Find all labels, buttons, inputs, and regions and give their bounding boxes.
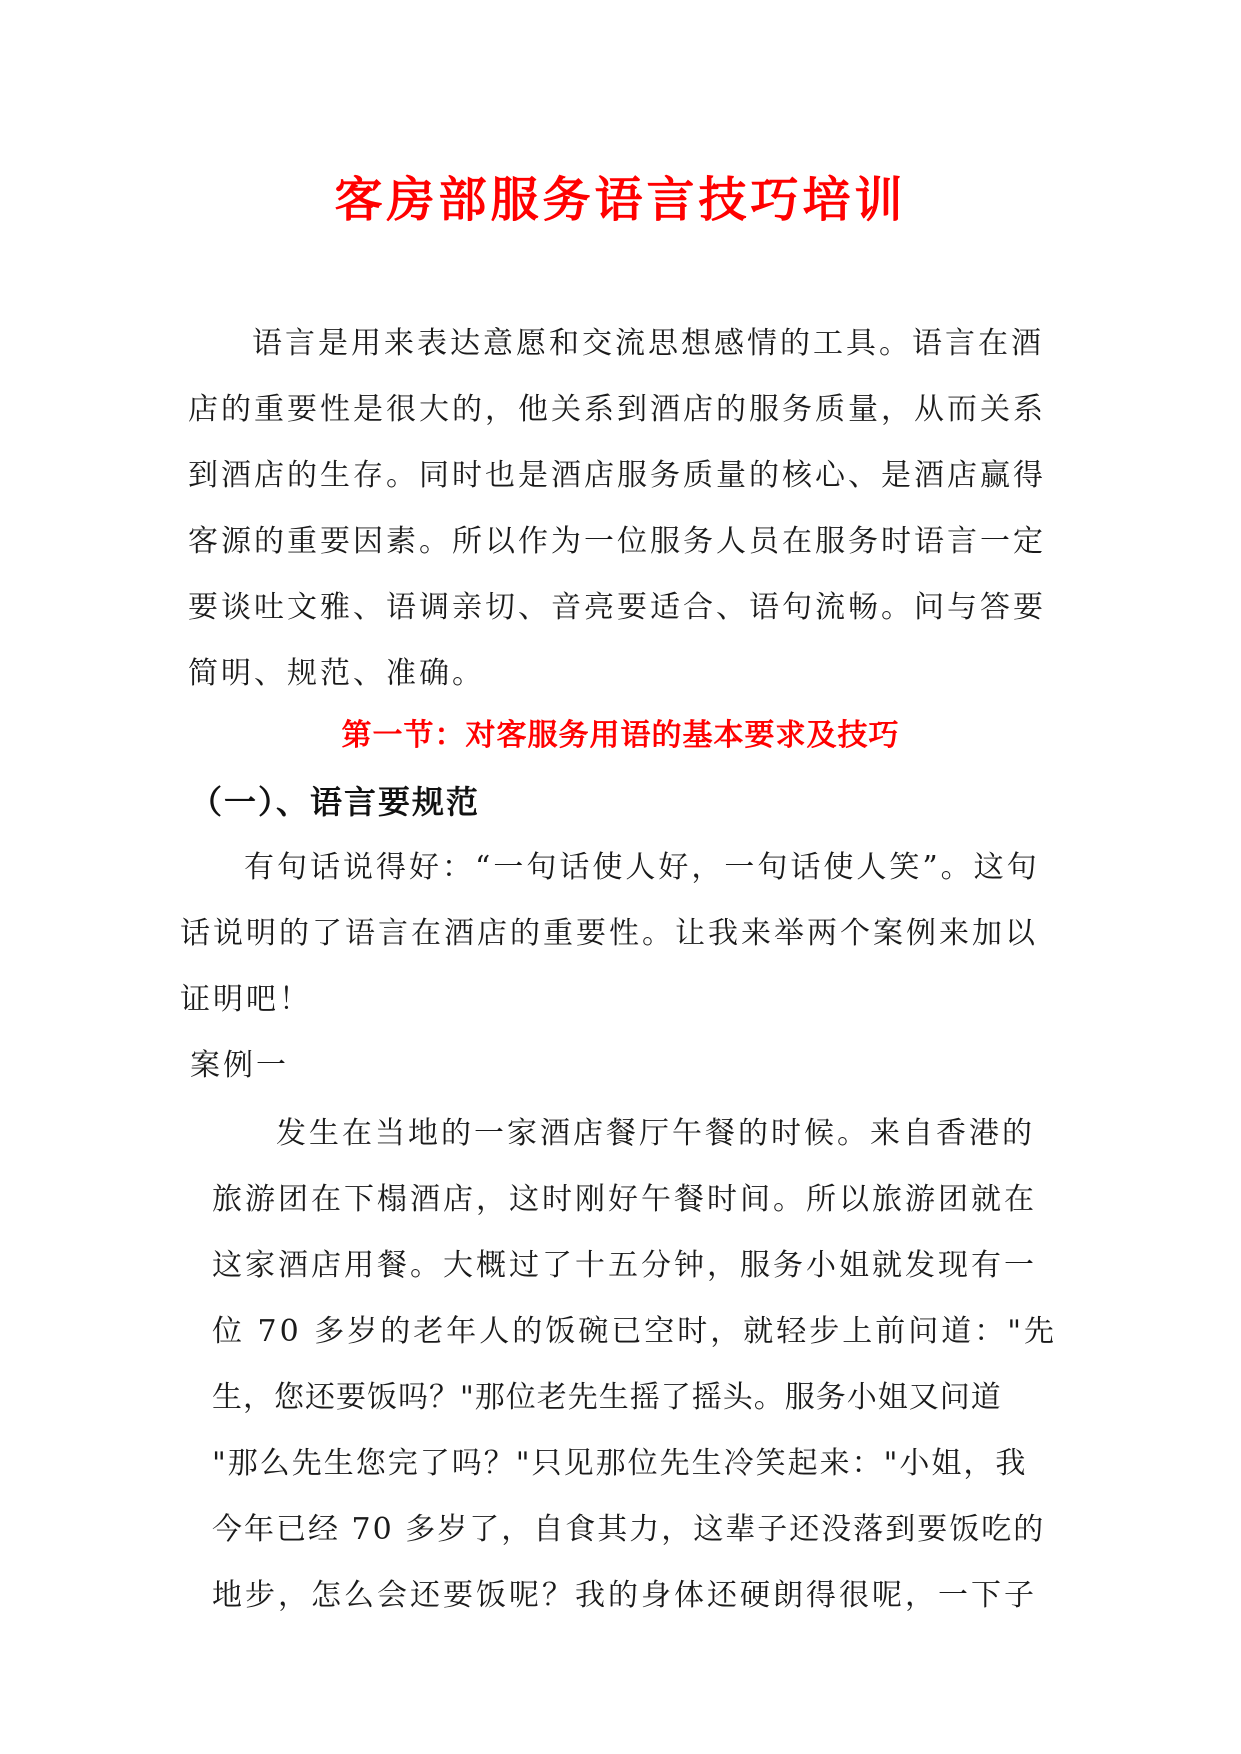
para2-line-3: 证明吧！ [180,982,312,1017]
intro-line-5: 要谈吐文雅、语调亲切、音亮要适合、语句流畅。问与答要 [188,590,1046,625]
intro-line-6: 简明、规范、准确。 [188,656,485,691]
case-line-5: 生，您还要饭吗？"那位老先生摇了摇头。服务小姐又问道 [212,1380,1002,1415]
para2-line-1: 有句话说得好：“一句话使人好，一句话使人笑”。这句 [244,850,1040,885]
intro-line-4: 客源的重要因素。所以作为一位服务人员在服务时语言一定 [188,524,1046,559]
document-title: 客房部服务语言技巧培训 [334,172,907,228]
case-line-1: 发生在当地的一家酒店餐厅午餐的时候。来自香港的 [276,1116,1035,1151]
case-line-2: 旅游团在下榻酒店，这时刚好午餐时间。所以旅游团就在 [212,1182,1037,1217]
intro-line-2: 店的重要性是很大的，他关系到酒店的服务质量，从而关系 [188,392,1046,427]
para2-line-2: 话说明的了语言在酒店的重要性。让我来举两个案例来加以 [180,916,1038,951]
case-line-3: 这家酒店用餐。大概过了十五分钟，服务小姐就发现有一 [212,1248,1037,1283]
sub-heading: （一）、语言要规范 [190,783,481,821]
case-line-6: "那么先生您完了吗？"只见那位先生冷笑起来："小姐，我 [212,1446,1028,1481]
section-heading: 第一节：对客服务用语的基本要求及技巧 [341,718,900,753]
case-label: 案例一 [190,1048,289,1083]
intro-line-3: 到酒店的生存。同时也是酒店服务质量的核心、是酒店赢得 [188,458,1046,493]
case-line-4: 位 70 多岁的老年人的饭碗已空时，就轻步上前问道："先 [212,1314,1058,1349]
case-line-7: 今年已经 70 多岁了，自食其力，这辈子还没落到要饭吃的 [212,1512,1046,1547]
intro-line-1: 语言是用来表达意愿和交流思想感情的工具。语言在酒 [252,326,1044,361]
case-line-8: 地步，怎么会还要饭呢？我的身体还硬朗得很呢，一下子 [212,1578,1037,1613]
